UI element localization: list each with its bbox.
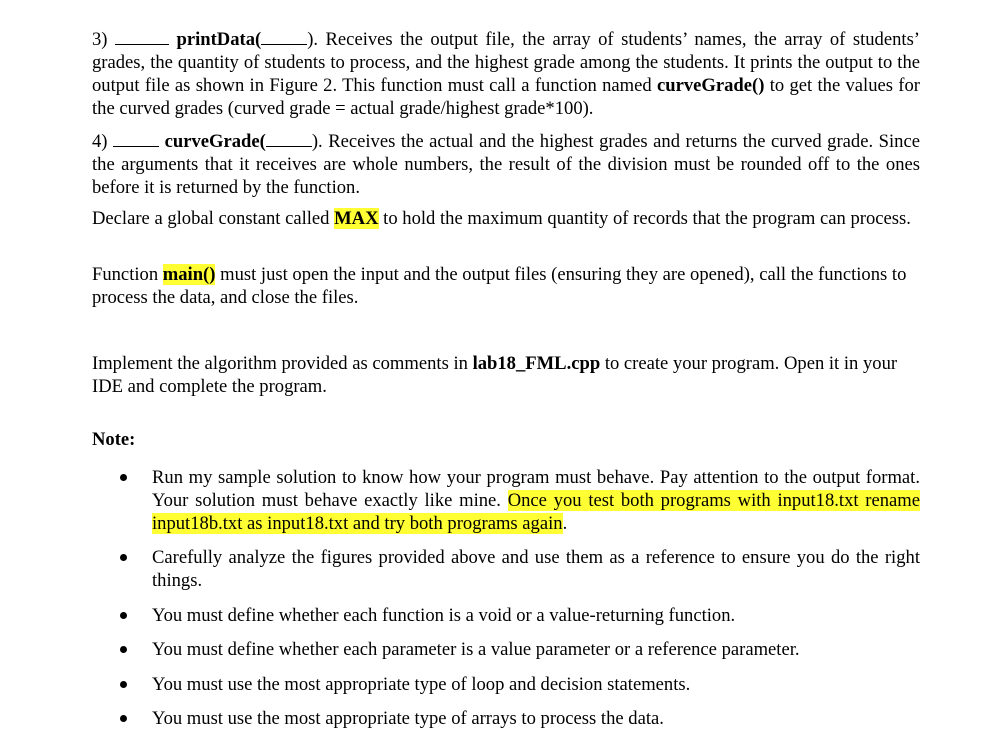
note-heading: Note: <box>92 429 136 450</box>
list-item <box>152 604 920 627</box>
item-3-paragraph <box>92 27 920 120</box>
main-text-after: must just open the input and the output files (ensuring they are opened), call the functions to process the data, and close the files. <box>92 264 907 308</box>
source-file-name: lab18_FML.cpp <box>472 353 601 374</box>
bullet-icon <box>120 715 127 722</box>
item-4-description: ). Receives the actual and the highest grades and returns the curved grade. Since the arguments that it receives are whole numbers, the result of the division must be rounded off to the ones before it is returned by the function. <box>92 131 920 198</box>
bullet-6-text: You must use the most appropriate type of arrays to process the data. <box>152 708 664 729</box>
item-3-blank <box>115 27 169 45</box>
bullet-2-text: Carefully analyze the figures provided above and use them as a reference to ensure you do the right things. <box>152 547 920 591</box>
bullet-icon <box>120 474 127 481</box>
item-3-description: ). Receives the output file, the array of students’ names, the array of students’ grades, the quantity of students to process, and the highest grade among the students. It prints the output to the output file as shown in Figure 2. This function must call a function named <box>92 29 921 96</box>
implement-text-after: to create your program. Open it in your IDE and complete the program. <box>92 353 898 397</box>
item-4-paragraph <box>92 129 920 199</box>
item-3-description-end: to get the values for the curved grades (curved grade = actual grade/highest grade*100). <box>92 75 920 119</box>
list-item <box>152 546 920 592</box>
bullet-1-text: Run my sample solution to know how your program must behave. Pay attention to the output format. Your solution must behave exactly like mine. <box>152 467 920 511</box>
max-constant-name: MAX <box>334 208 379 229</box>
list-item <box>152 707 920 730</box>
max-text-before: Declare a global constant called <box>92 208 335 229</box>
list-item <box>152 638 920 661</box>
item-3-function-name: printData( <box>176 29 262 50</box>
list-item <box>152 673 920 696</box>
max-constant-paragraph <box>92 207 920 230</box>
bullet-1-end: . <box>562 513 568 534</box>
item-4-arg-blank <box>266 129 312 147</box>
bullet-4-text: You must define whether each parameter is a value parameter or a reference parameter. <box>152 639 800 660</box>
bullet-icon <box>120 554 127 561</box>
item-3-curvegrade-ref: curveGrade() <box>657 75 765 96</box>
bullet-icon <box>120 646 127 653</box>
implement-text-before: Implement the algorithm provided as comments in <box>92 353 473 374</box>
item-4-function-name: curveGrade( <box>164 131 266 152</box>
main-text-before: Function <box>92 264 163 285</box>
bullet-1-highlight: Once you test both programs with input18.txt rename input18b.txt as input18.txt and try both programs again <box>152 490 921 534</box>
max-text-after: to hold the maximum quantity of records that the program can process. <box>378 208 911 229</box>
item-4-blank <box>113 129 159 147</box>
bullet-3-text: You must define whether each function is a void or a value-returning function. <box>152 605 736 626</box>
bullet-5-text: You must use the most appropriate type of loop and decision statements. <box>152 674 691 695</box>
bullet-icon <box>120 612 127 619</box>
implement-paragraph <box>92 352 920 398</box>
item-3-arg-blank <box>261 27 307 45</box>
item-4-number: 4) <box>92 131 108 152</box>
list-item <box>152 466 920 535</box>
main-function-name: main() <box>162 264 216 285</box>
bullet-icon <box>120 681 127 688</box>
main-function-paragraph <box>92 263 920 309</box>
item-3-number: 3) <box>92 29 108 50</box>
